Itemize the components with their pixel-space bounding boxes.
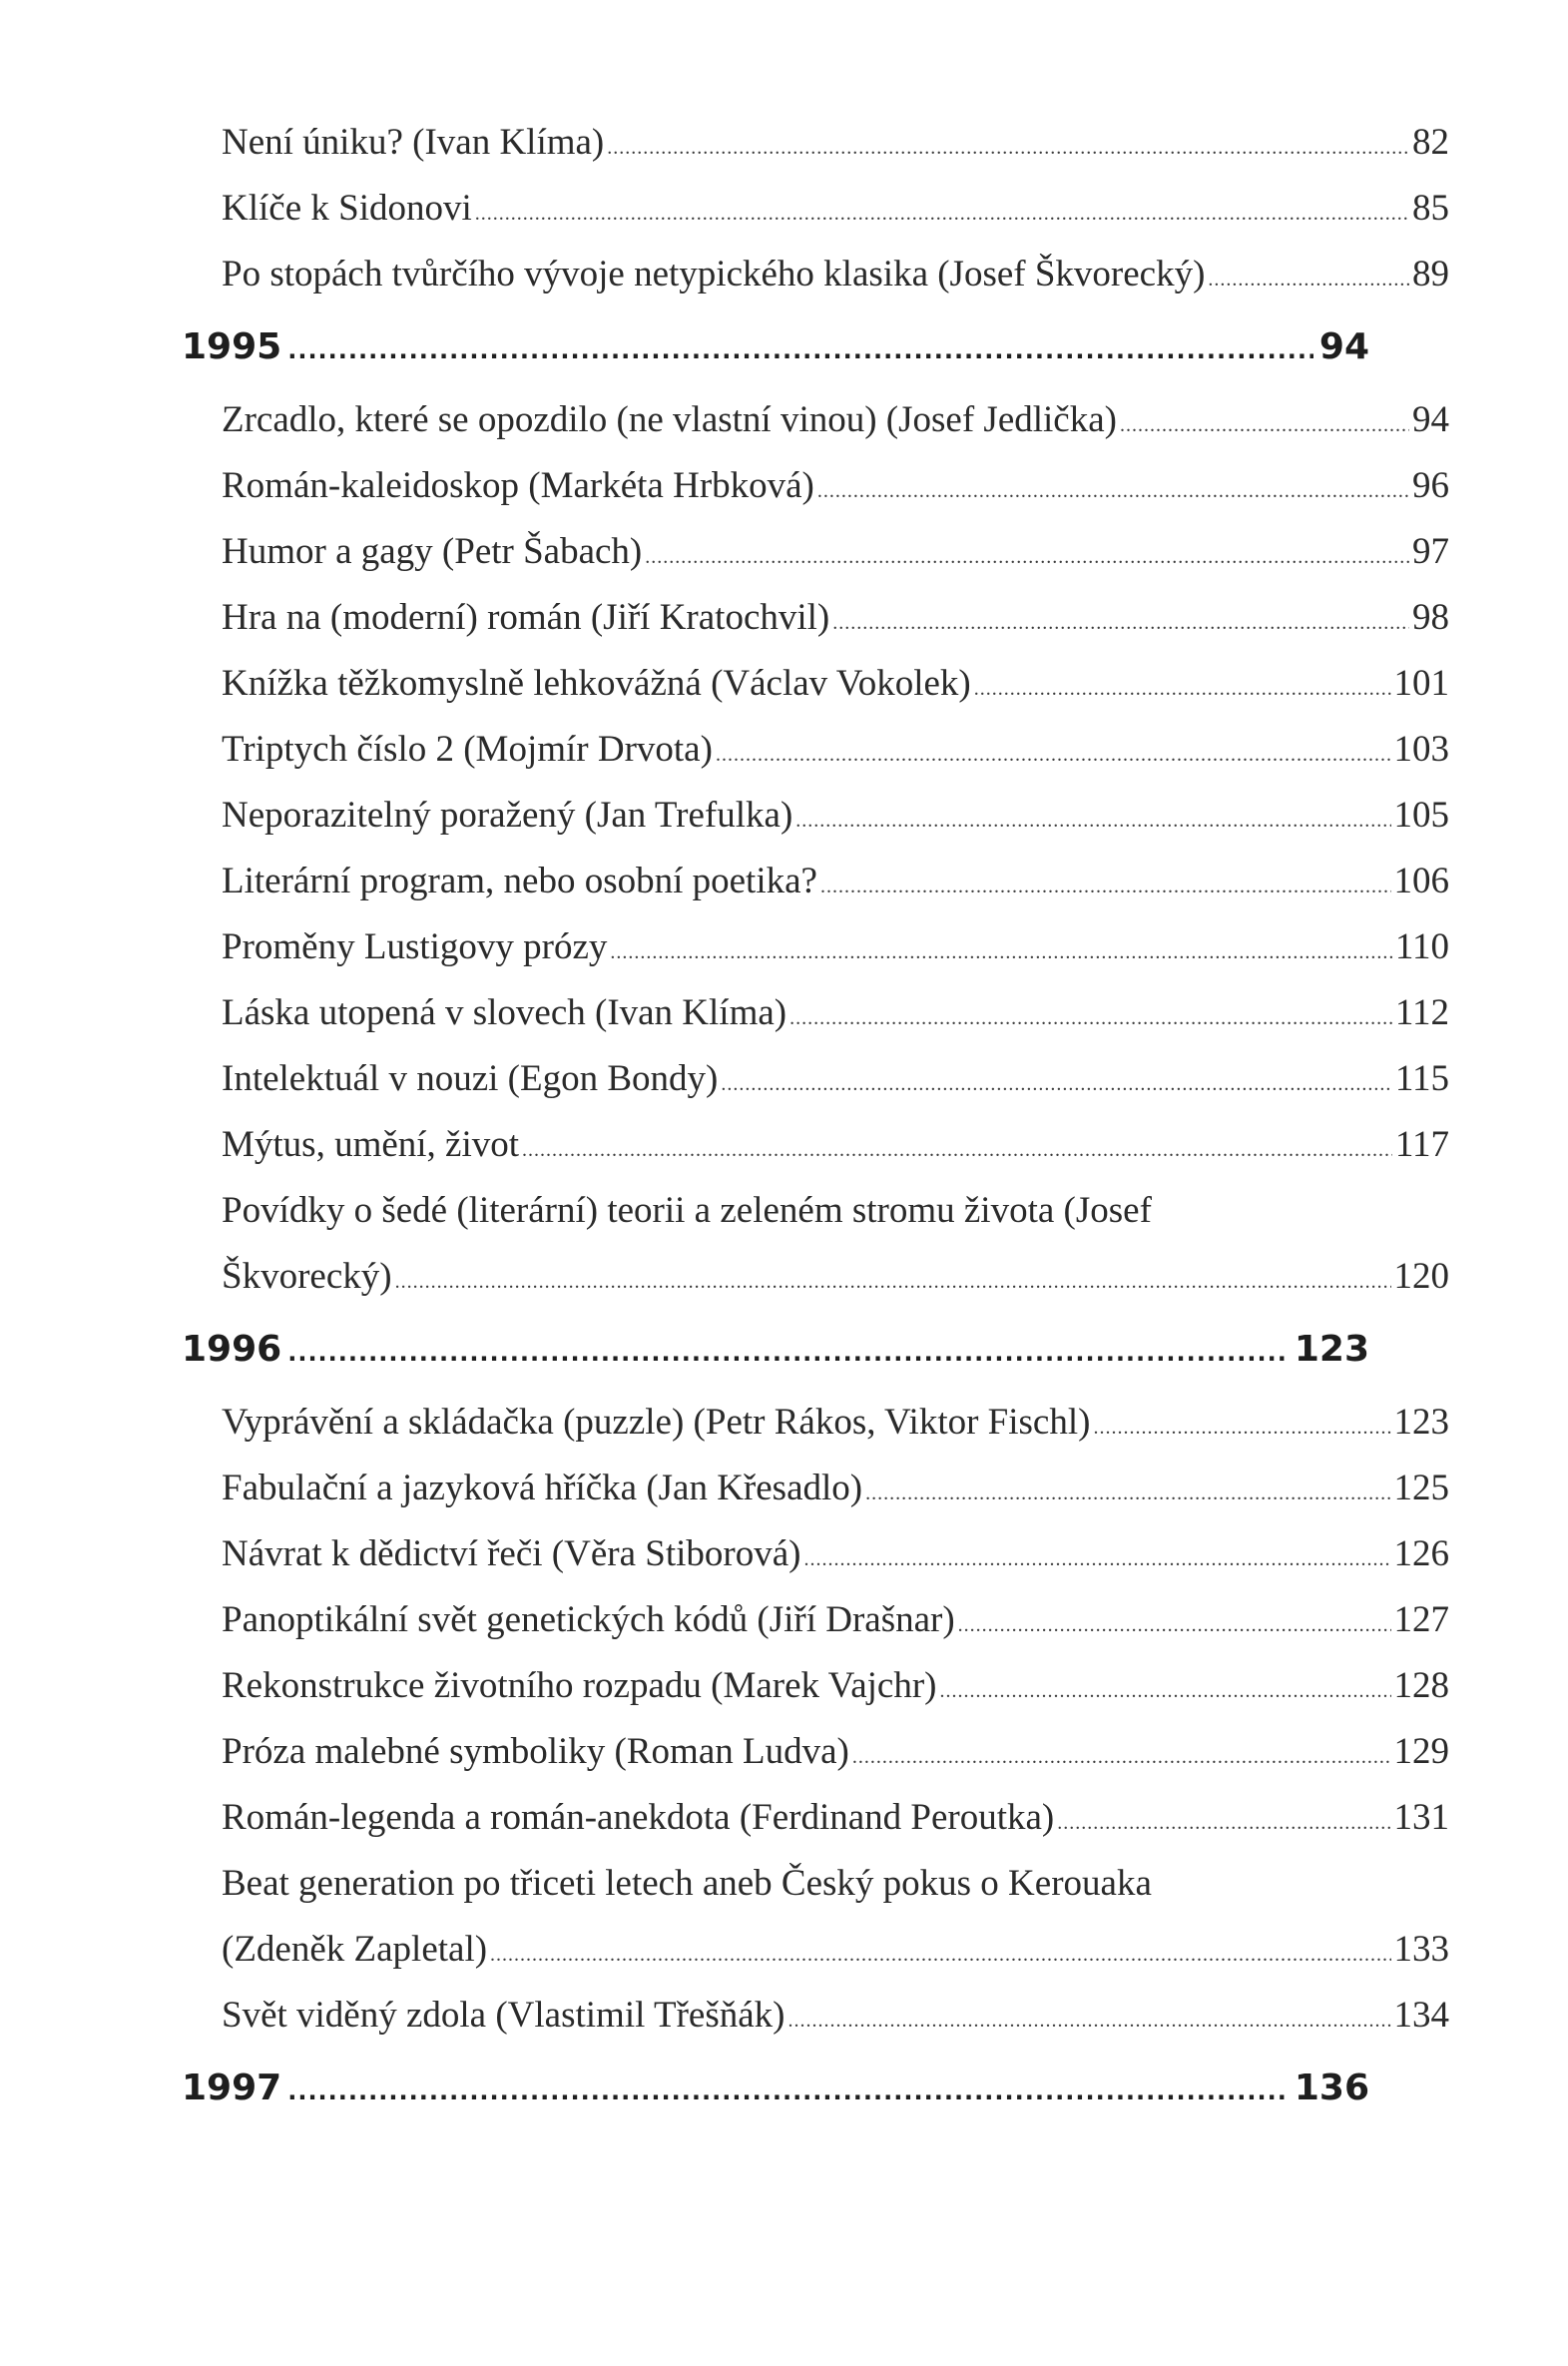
toc-entry bbox=[222, 176, 1449, 242]
toc-entry bbox=[222, 717, 1449, 783]
section-page: 136 bbox=[1294, 2068, 1369, 2108]
entry-title: Po stopách tvůrčího vývoje netypického klasika (Josef Škvorecký) bbox=[222, 254, 1206, 295]
entry-title: Neporazitelný poražený (Jan Trefulka) bbox=[222, 795, 793, 836]
entry-title: Mýtus, umění, život bbox=[222, 1124, 520, 1165]
toc-entry-line2 bbox=[222, 1244, 1449, 1310]
entry-title: Svět viděný zdola (Vlastimil Třešňák) bbox=[222, 1995, 785, 2036]
leader-dots bbox=[958, 1592, 1391, 1658]
entry-page: 94 bbox=[1412, 399, 1449, 440]
toc-entry bbox=[222, 110, 1449, 176]
leader-dots bbox=[817, 458, 1409, 524]
toc-entry bbox=[222, 1785, 1449, 1851]
table-of-contents bbox=[182, 110, 1449, 2128]
entry-page: 127 bbox=[1393, 1599, 1449, 1640]
toc-entry bbox=[222, 980, 1449, 1046]
leader-dots bbox=[787, 1988, 1390, 2054]
entry-title: Beat generation po třiceti letech aneb Český pokus o Kerouaka bbox=[222, 1863, 1152, 1904]
entry-page: 82 bbox=[1412, 122, 1449, 163]
entry-page: 115 bbox=[1394, 1058, 1449, 1099]
section-heading-1995 bbox=[182, 307, 1369, 387]
toc-entry bbox=[222, 1719, 1449, 1785]
leader-dots bbox=[716, 722, 1391, 788]
entry-title: Povídky o šedé (literární) teorii a zeleném stromu života (Josef bbox=[222, 1190, 1152, 1231]
leader-dots bbox=[939, 1658, 1390, 1724]
entry-title: Román-legenda a román-anekdota (Ferdinand Peroutka) bbox=[222, 1797, 1055, 1838]
entry-page: 133 bbox=[1393, 1929, 1449, 1970]
entry-page: 112 bbox=[1394, 992, 1449, 1033]
leader-dots bbox=[789, 985, 1392, 1051]
leader-dots bbox=[803, 1526, 1390, 1592]
leader-dots bbox=[645, 524, 1409, 590]
entry-title: Humor a gagy (Petr Šabach) bbox=[222, 531, 643, 572]
leader-dots bbox=[1208, 247, 1409, 312]
leader-dots bbox=[1120, 392, 1409, 458]
entry-page: 96 bbox=[1412, 465, 1449, 506]
entry-title: Fabulační a jazyková hříčka (Jan Křesadlo) bbox=[222, 1468, 863, 1508]
toc-entry bbox=[222, 453, 1449, 519]
toc-entry bbox=[222, 651, 1449, 717]
leader-dots bbox=[395, 1249, 1391, 1315]
section-heading-1997 bbox=[182, 2049, 1369, 2128]
section-page: 94 bbox=[1318, 326, 1369, 367]
entry-page: 117 bbox=[1394, 1124, 1449, 1165]
entry-page: 98 bbox=[1412, 597, 1449, 638]
entry-page: 101 bbox=[1393, 663, 1449, 704]
toc-entry bbox=[222, 1983, 1449, 2049]
entry-page: 106 bbox=[1393, 861, 1449, 901]
toc-entry bbox=[222, 585, 1449, 651]
entry-title: Proměny Lustigovy prózy bbox=[222, 926, 608, 967]
toc-entry bbox=[222, 387, 1449, 453]
entry-title: Rekonstrukce životního rozpadu (Marek Vajchr) bbox=[222, 1665, 937, 1706]
toc-entry bbox=[222, 1046, 1449, 1112]
toc-entry-line2 bbox=[222, 1917, 1449, 1983]
leader-dots bbox=[974, 656, 1391, 722]
leader-dots bbox=[287, 310, 1313, 390]
entry-title: Próza malebné symboliky (Roman Ludva) bbox=[222, 1731, 849, 1772]
entry-page: 126 bbox=[1393, 1533, 1449, 1574]
entry-page: 105 bbox=[1393, 795, 1449, 836]
entry-title: Vyprávění a skládačka (puzzle) (Petr Rákos, Viktor Fischl) bbox=[222, 1402, 1091, 1443]
entry-title: Knížka těžkomyslně lehkovážná (Václav Vokolek) bbox=[222, 663, 971, 704]
leader-dots bbox=[721, 1051, 1392, 1117]
toc-entry bbox=[222, 914, 1449, 980]
toc-entry bbox=[222, 783, 1449, 849]
toc-entry bbox=[222, 1587, 1449, 1653]
leader-dots bbox=[1057, 1790, 1390, 1856]
toc-entry bbox=[222, 1653, 1449, 1719]
entry-page: 129 bbox=[1393, 1731, 1449, 1772]
entry-page: 120 bbox=[1393, 1256, 1449, 1297]
toc-entry bbox=[222, 242, 1449, 307]
leader-dots bbox=[1093, 1395, 1390, 1461]
leader-dots bbox=[820, 854, 1391, 919]
entry-title-continued: (Zdeněk Zapletal) bbox=[222, 1929, 488, 1970]
leader-dots bbox=[865, 1461, 1390, 1526]
entry-page: 125 bbox=[1393, 1468, 1449, 1508]
entry-page: 103 bbox=[1393, 729, 1449, 770]
entry-title: Klíče k Sidonovi bbox=[222, 188, 472, 229]
entry-page: 134 bbox=[1393, 1995, 1449, 2036]
entry-title: Intelektuál v nouzi (Egon Bondy) bbox=[222, 1058, 719, 1099]
entry-page: 123 bbox=[1393, 1402, 1449, 1443]
toc-entry bbox=[222, 1390, 1449, 1456]
leader-dots bbox=[795, 788, 1390, 854]
toc-entry bbox=[222, 1112, 1449, 1178]
entry-title: Literární program, nebo osobní poetika? bbox=[222, 861, 817, 901]
entry-title: Triptych číslo 2 (Mojmír Drvota) bbox=[222, 729, 713, 770]
section-year: 1995 bbox=[182, 326, 282, 367]
leader-dots bbox=[522, 1117, 1392, 1183]
leader-dots bbox=[852, 1724, 1391, 1790]
toc-entry bbox=[222, 1521, 1449, 1587]
toc-entry bbox=[222, 519, 1449, 585]
section-year: 1996 bbox=[182, 1329, 282, 1370]
toc-entry bbox=[222, 1456, 1449, 1521]
leader-dots bbox=[490, 1922, 1390, 1988]
leader-dots bbox=[287, 2052, 1289, 2131]
entry-title: Není úniku? (Ivan Klíma) bbox=[222, 122, 605, 163]
leader-dots bbox=[832, 590, 1409, 656]
entry-page: 128 bbox=[1393, 1665, 1449, 1706]
entry-title: Hra na (moderní) román (Jiří Kratochvil) bbox=[222, 597, 830, 638]
entry-title: Panoptikální svět genetických kódů (Jiří Drašnar) bbox=[222, 1599, 955, 1640]
entry-title: Román-kaleidoskop (Markéta Hrbková) bbox=[222, 465, 814, 506]
section-page: 123 bbox=[1294, 1329, 1369, 1370]
entry-page: 131 bbox=[1393, 1797, 1449, 1838]
leader-dots bbox=[475, 181, 1409, 247]
section-heading-1996 bbox=[182, 1310, 1369, 1390]
entry-page: 85 bbox=[1412, 188, 1449, 229]
entry-page: 89 bbox=[1412, 254, 1449, 295]
leader-dots bbox=[287, 1313, 1289, 1393]
section-year: 1997 bbox=[182, 2068, 282, 2108]
toc-entry bbox=[222, 849, 1449, 914]
entry-title: Láska utopená v slovech (Ivan Klíma) bbox=[222, 992, 787, 1033]
entry-page: 110 bbox=[1394, 926, 1449, 967]
toc-entry-line1 bbox=[222, 1851, 1449, 1917]
entry-title-continued: Škvorecký) bbox=[222, 1256, 392, 1297]
entry-page: 97 bbox=[1412, 531, 1449, 572]
entry-title: Návrat k dědictví řeči (Věra Stiborová) bbox=[222, 1533, 801, 1574]
leader-dots bbox=[607, 115, 1409, 181]
toc-entry-line1 bbox=[222, 1178, 1449, 1244]
leader-dots bbox=[610, 919, 1391, 985]
entry-title: Zrcadlo, které se opozdilo (ne vlastní vinou) (Josef Jedlička) bbox=[222, 399, 1117, 440]
